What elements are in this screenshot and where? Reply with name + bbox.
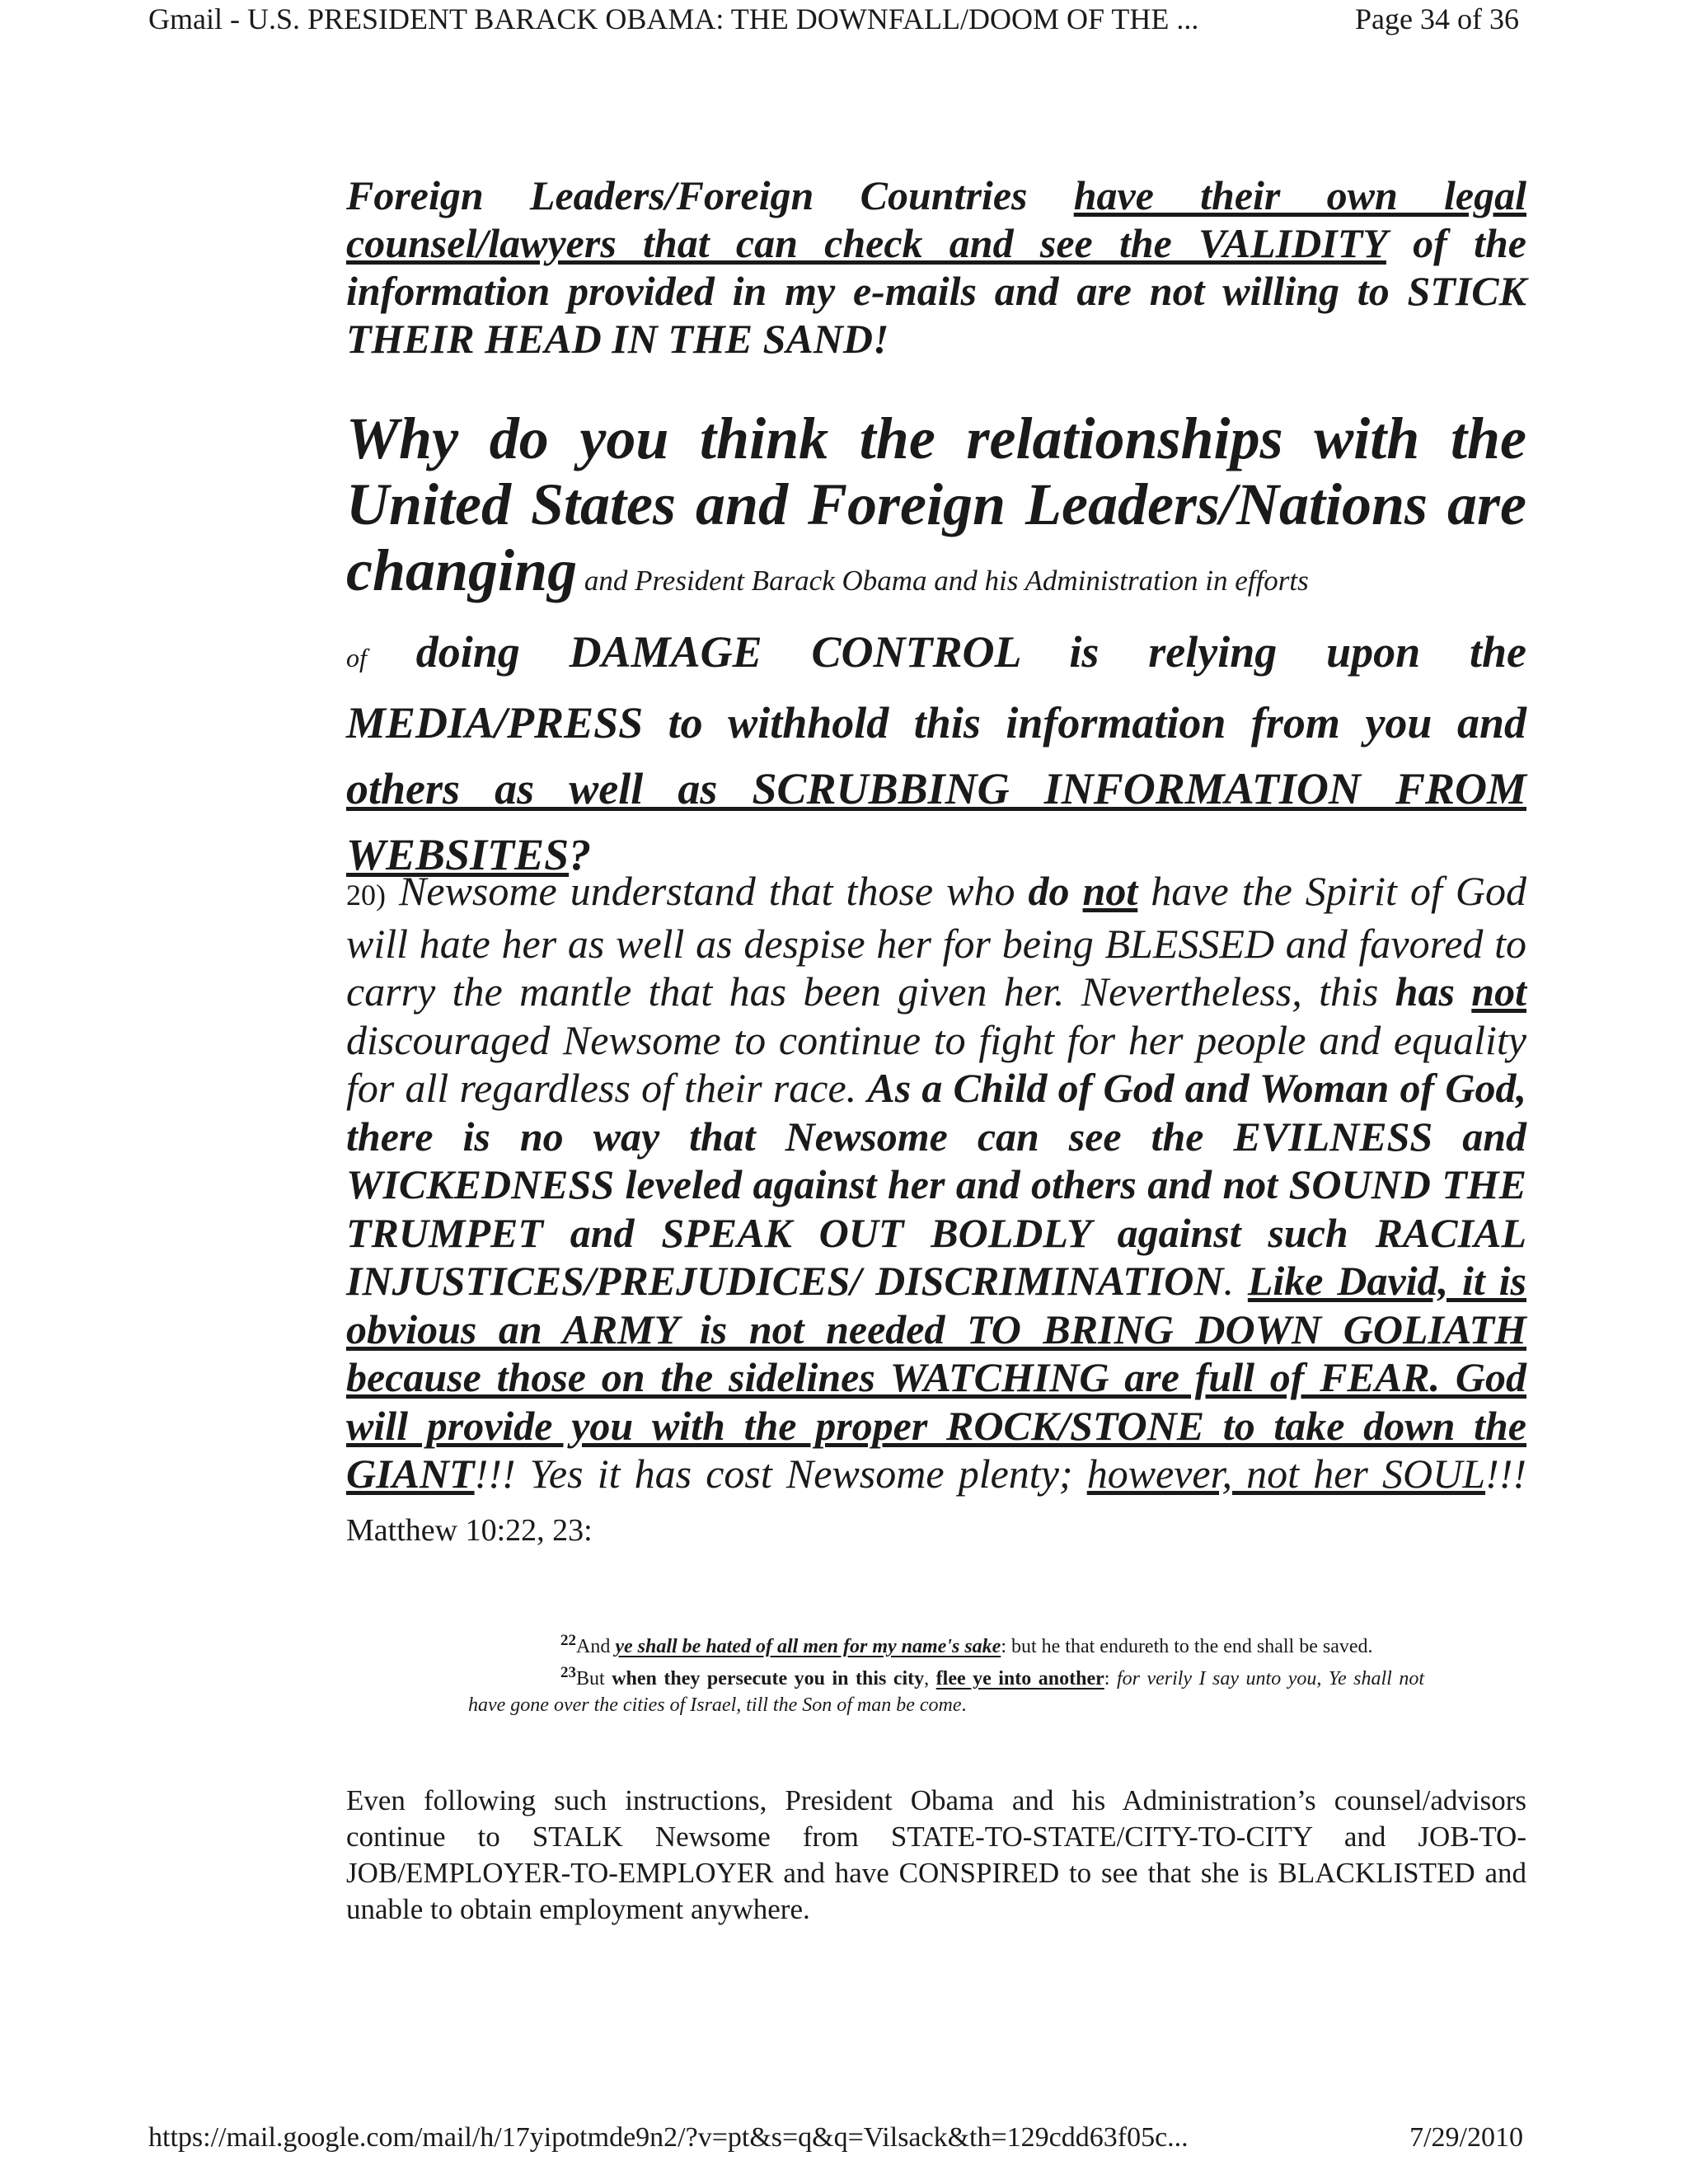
verse-22: $^{22}$And ye shall be hated of all men for my name's sake: but he that endureth to the end shall be saved. — [560, 1632, 1373, 1657]
print-footer — [0, 2122, 1688, 2172]
bold-statement: As a Child of God and Woman of God, there is no way that Newsome can see the EVILNESS and WICKEDNESS leveled against her and others and not SOUND THE TRUMPET and SPEAK OUT BOLDLY against such RACIAL INJUSTICES/PREJUDICES/ DISCRIMINATION — [346, 1065, 1526, 1304]
underlined-phrase: have their own legal counsel/lawyers that can check and see the VALIDITY — [346, 172, 1526, 266]
underlined-statement: Like David, it is obvious an ARMY is not needed TO BRING DOWN GOLIATH because those on the sidelines WATCHING are full of FEAR. God will provide you with the proper ROCK/STONE to take down the GIANT — [346, 1258, 1527, 1497]
large-heading-text: Why do you think the relationships with the United States and Foreign Leaders/Nations are changing — [346, 405, 1526, 603]
paragraph-stalking: Even following such instructions, President Obama and his Administration’s counsel/advisors continue to STALK Newsome from STATE-TO-STATE/CITY-TO-CITY and JOB-TO-JOB/EMPLOYER-TO-EMPLOYER and have CONSPIRED to see that she is BLACKLISTED and unable to obtain employment anywhere. — [346, 1784, 1526, 1925]
page-number: Page 34 of 36 — [1355, 2, 1519, 35]
underlined-phrase: others as well as SCRUBBING INFORMATION FROM WEBSITES — [346, 764, 1526, 879]
print-header — [0, 0, 1688, 49]
scripture-reference: Matthew 10:22, 23: — [346, 1512, 593, 1548]
email-subject-title: Gmail - U.S. PRESIDENT BARACK OBAMA: THE DOWNFALL/DOOM OF THE ... — [148, 2, 1199, 35]
paragraph-foreign-leaders: Foreign Leaders/Foreign Countries have their own legal counsel/lawyers that can check and see the VALIDITY of the information provided in my e-mails and are not willing to STICK THEIR HEAD IN THE SAND! — [346, 172, 1526, 362]
verse-23: $^{23}$But when they persecute you in this city, flee ye into another: for verily I say unto you, Ye shall not have gone over the cities of Israel, till the Son of man be come. — [468, 1664, 1424, 1716]
print-date: 7/29/2010 — [1409, 2122, 1523, 2153]
page-url: https://mail.google.com/mail/h/17yipotmde9n2/?v=pt&s=q&q=Vilsack&th=129cdd63f05c... — [148, 2122, 1189, 2153]
paragraph-why-relationships: Why do you think the relationships with the United States and Foreign Leaders/Nations are changing and President Barack Obama and his Administration in efforts of doing DAMAGE CONTROL is relying upon the MEDIA/PRESS to withhold this information from you and others as well as SCRUBBING INFORMATION FROM WEBSITES? — [346, 405, 1526, 879]
scripture-quote — [468, 1628, 1424, 1718]
paragraph-number: 20) — [346, 879, 386, 912]
paragraph-20: 20) Newsome understand that those who do not have the Spirit of God will hate her as well as despise her for being BLESSED and favored to carry the mantle that has been given her. Nevertheless, this has not discouraged Newsome to continue to fight for her people and equality for all regardless of their race. As a Child of God and Woman of God, there is no way that Newsome can see the EVILNESS and WICKEDNESS leveled against her and others and not SOUND THE TRUMPET and SPEAK OUT BOLDLY against such RACIAL INJUSTICES/PREJUDICES/ DISCRIMINATION. Like David, it is obvious an ARMY is not needed TO BRING DOWN GOLIATH because those on the sidelines WATCHING are full of FEAR. God will provide you with the proper ROCK/STONE to take down the GIANT!!! Yes it has cost Newsome plenty; however, not her SOUL!!! Matthew 10:22, 23: — [346, 868, 1527, 1548]
